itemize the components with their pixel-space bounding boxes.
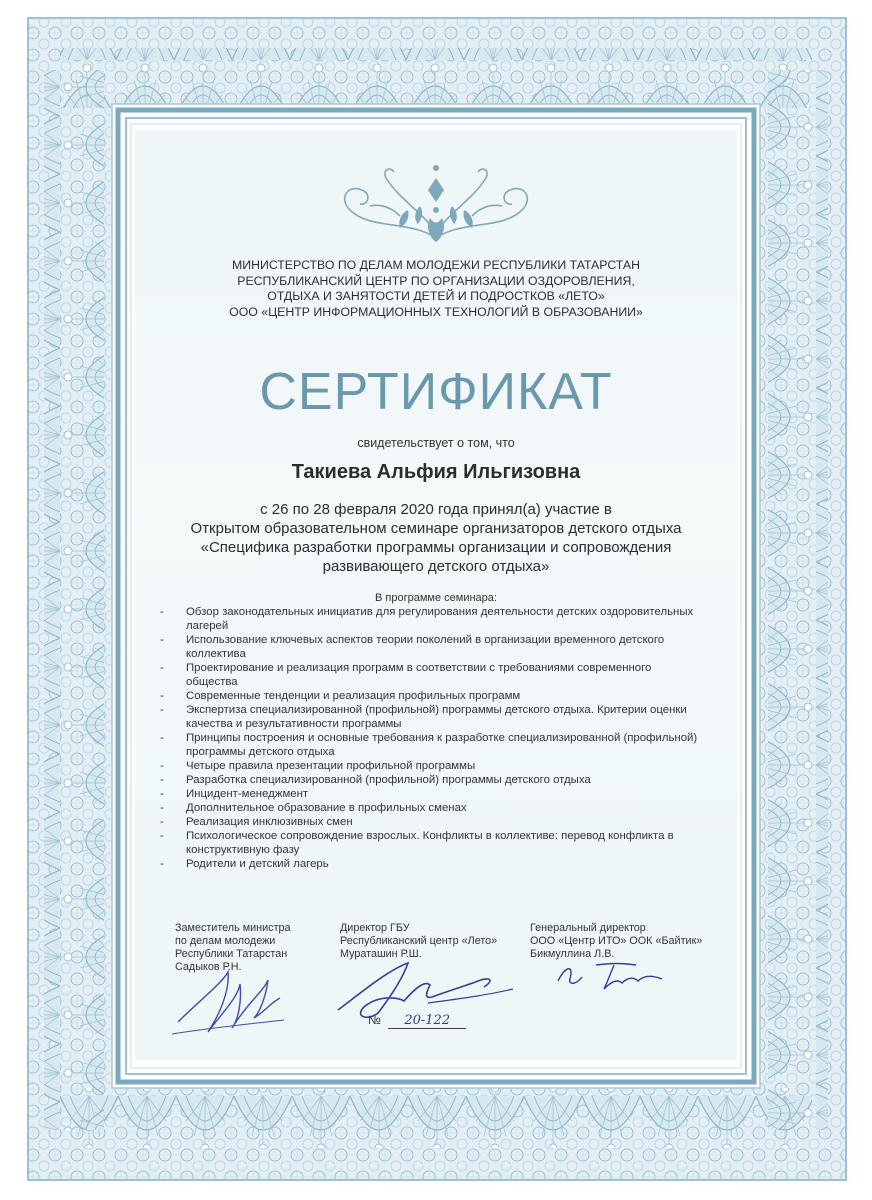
program-item-text: Принципы построения и основные требования к разработке специализированной (профильной) программы детского отдыха bbox=[186, 732, 698, 758]
bullet-dash: - bbox=[160, 760, 164, 772]
program-item bbox=[160, 661, 700, 689]
signatory-line: Республики Татарстан bbox=[175, 948, 288, 960]
organization-line: ООО «ЦЕНТР ИНФОРМАЦИОННЫХ ТЕХНОЛОГИЙ В ОБРАЗОВАНИИ» bbox=[229, 304, 643, 319]
organization-line: ОТДЫХА И ЗАНЯТОСТИ ДЕТЕЙ И ПОДРОСТКОВ «ЛЕТО» bbox=[267, 289, 605, 303]
certificate-title: СЕРТИФИКАТ bbox=[259, 363, 613, 421]
program-list bbox=[160, 605, 700, 871]
program-heading: В программе семинара: bbox=[375, 592, 497, 604]
number-label: № bbox=[368, 1013, 381, 1027]
signatory-line: Садыков Р.Н. bbox=[175, 961, 242, 973]
program-item bbox=[160, 829, 700, 857]
program-item-text: Разработка специализированной (профильной) программы детского отдыха bbox=[186, 774, 591, 786]
signatory-line: по делам молодежи bbox=[175, 935, 276, 947]
bullet-dash: - bbox=[160, 704, 164, 716]
signature-3 bbox=[552, 955, 682, 995]
program-item bbox=[160, 801, 700, 815]
bullet-dash: - bbox=[160, 802, 164, 814]
program-item-text: Использование ключевых аспектов теории поколений в организации временного детского коллектива bbox=[186, 634, 665, 660]
program-item bbox=[160, 773, 700, 787]
certificate-number bbox=[368, 1013, 466, 1029]
program-item bbox=[160, 815, 700, 829]
signatory-line: Республиканский центр «Лето» bbox=[340, 935, 498, 947]
program-item-text: Обзор законодательных инициатив для регулирования деятельности детских оздоровительных лагерей bbox=[186, 606, 694, 632]
signatory-line: Мураташин Р.Ш. bbox=[340, 948, 422, 960]
program-item bbox=[160, 857, 700, 871]
recipient-name: Такиева Альфия Ильгизовна bbox=[291, 461, 581, 483]
number-value: 20-122 bbox=[388, 1013, 466, 1029]
organization-line: МИНИСТЕРСТВО ПО ДЕЛАМ МОЛОДЕЖИ РЕСПУБЛИКИ ТАТАРСТАН bbox=[232, 258, 640, 272]
signatory-line: Бикмуллина Л.В. bbox=[530, 948, 615, 960]
issuing-organizations bbox=[150, 258, 722, 320]
signatory-line: ООО «Центр ИТО» ООК «Байтик» bbox=[530, 935, 703, 947]
program-item bbox=[160, 633, 700, 661]
program-item bbox=[160, 759, 700, 773]
program-item-text: Современные тенденции и реализация профильных программ bbox=[186, 690, 521, 702]
program-item-text: Дополнительное образование в профильных сменах bbox=[186, 802, 467, 814]
program-item bbox=[160, 787, 700, 801]
program-item bbox=[160, 689, 700, 703]
program-item-text: Психологическое сопровождение взрослых. Конфликты в коллективе: перевод конфликта в конструктивную фазу bbox=[186, 830, 674, 856]
program-item-text: Родители и детский лагерь bbox=[186, 858, 329, 870]
bullet-dash: - bbox=[160, 816, 164, 828]
signatory-line: Заместитель министра bbox=[175, 922, 291, 934]
program-item-text: Реализация инклюзивных смен bbox=[186, 816, 353, 828]
bullet-dash: - bbox=[160, 690, 164, 702]
program-item-text: Экспертиза специализированной (профильной) программы детского отдыха. Критерии оценки качества и результативности программы bbox=[186, 704, 687, 730]
bullet-dash: - bbox=[160, 858, 164, 870]
program-item-text: Четыре правила презентации профильной программы bbox=[186, 760, 476, 772]
program-item bbox=[160, 703, 700, 731]
certifies-text: свидетельствует о том, что bbox=[357, 436, 515, 450]
bullet-dash: - bbox=[160, 732, 164, 744]
bullet-dash: - bbox=[160, 634, 164, 646]
signatory-line: Генеральный директор bbox=[530, 922, 646, 934]
bullet-dash: - bbox=[160, 606, 164, 618]
event-line: Открытом образовательном семинаре организаторов детского отдыха bbox=[190, 520, 682, 537]
bullet-dash: - bbox=[160, 662, 164, 674]
organization-line: РЕСПУБЛИКАНСКИЙ ЦЕНТР ПО ОРГАНИЗАЦИИ ОЗДОРОВЛЕНИЯ, bbox=[237, 273, 635, 288]
program-item-text: Проектирование и реализация программ в соответствии с требованиями современного общества bbox=[186, 662, 652, 688]
bullet-dash: - bbox=[160, 830, 164, 842]
signature-1 bbox=[168, 962, 288, 1042]
signatory-line: Директор ГБУ bbox=[340, 922, 410, 934]
event-line: развивающего детского отдыха» bbox=[322, 558, 550, 575]
program-item-text: Инцидент-менеджмент bbox=[186, 788, 309, 800]
top-ornament bbox=[330, 160, 542, 250]
event-description bbox=[150, 500, 722, 576]
bullet-dash: - bbox=[160, 788, 164, 800]
event-line: с 26 по 28 февраля 2020 года принял(а) участие в bbox=[260, 501, 612, 518]
bullet-dash: - bbox=[160, 774, 164, 786]
program-item bbox=[160, 605, 700, 633]
event-line: «Специфика разработки программы организации и сопровождения bbox=[200, 539, 672, 556]
program-item bbox=[160, 731, 700, 759]
